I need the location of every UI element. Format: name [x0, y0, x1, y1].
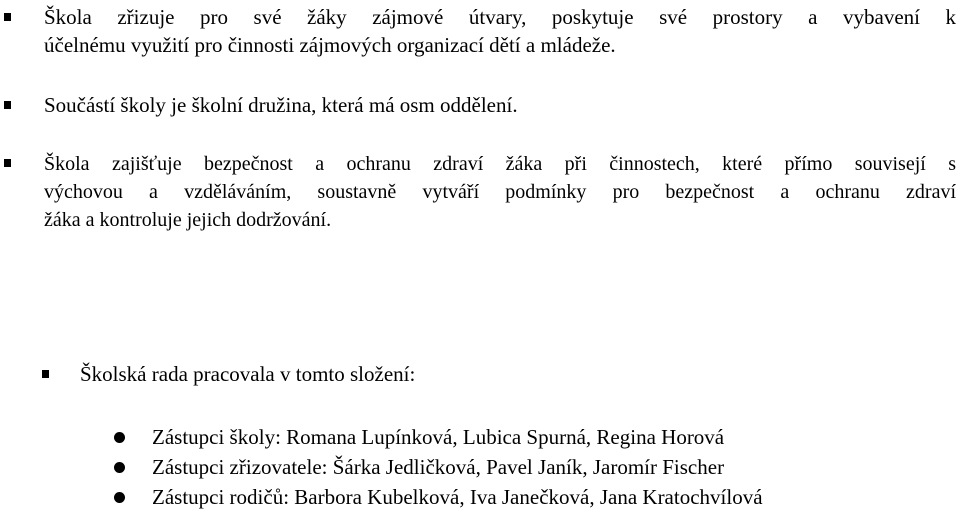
paragraph-line: Škola zřizuje pro své žáky zájmové útvary, poskytuje své prostory a vybavení k: [44, 5, 956, 29]
paragraph-line: výchovou a vzděláváním, soustavně vytváří podmínky pro bezpečnost a ochranu zdraví: [44, 181, 956, 203]
round-bullet-icon: [114, 492, 125, 503]
square-bullet-icon: [4, 13, 11, 21]
round-bullet-icon: [114, 432, 125, 443]
paragraph-1-text: [44, 3, 956, 59]
list-item: Zástupci školy: Romana Lupínková, Lubica Spurná, Regina Horová: [152, 425, 725, 449]
paragraph-line: Součástí školy je školní družina, která má osm oddělení.: [44, 93, 518, 117]
paragraph-3-text: [44, 150, 956, 234]
school-board-heading: [80, 360, 940, 388]
square-bullet-icon: [4, 101, 11, 109]
paragraph-line: účelnému využití pro činnosti zájmových organizací dětí a mládeže.: [44, 33, 616, 57]
board-heading-text: Školská rada pracovala v tomto složení:: [80, 362, 416, 386]
paragraph-2-text: [44, 91, 956, 119]
paragraph-line: žáka a kontroluje jejich dodržování.: [44, 209, 332, 231]
list-item: Zástupci zřizovatele: Šárka Jedličková, Pavel Janík, Jaromír Fischer: [152, 455, 725, 479]
paragraph-line: Škola zajišťuje bezpečnost a ochranu zdraví žáka při činnostech, které přímo souvisejí s: [44, 153, 956, 175]
square-bullet-icon: [42, 370, 49, 378]
round-bullet-icon: [114, 462, 125, 473]
square-bullet-icon: [4, 159, 11, 167]
list-item: Zástupci rodičů: Barbora Kubelková, Iva Janečková, Jana Kratochvílová: [152, 485, 763, 509]
